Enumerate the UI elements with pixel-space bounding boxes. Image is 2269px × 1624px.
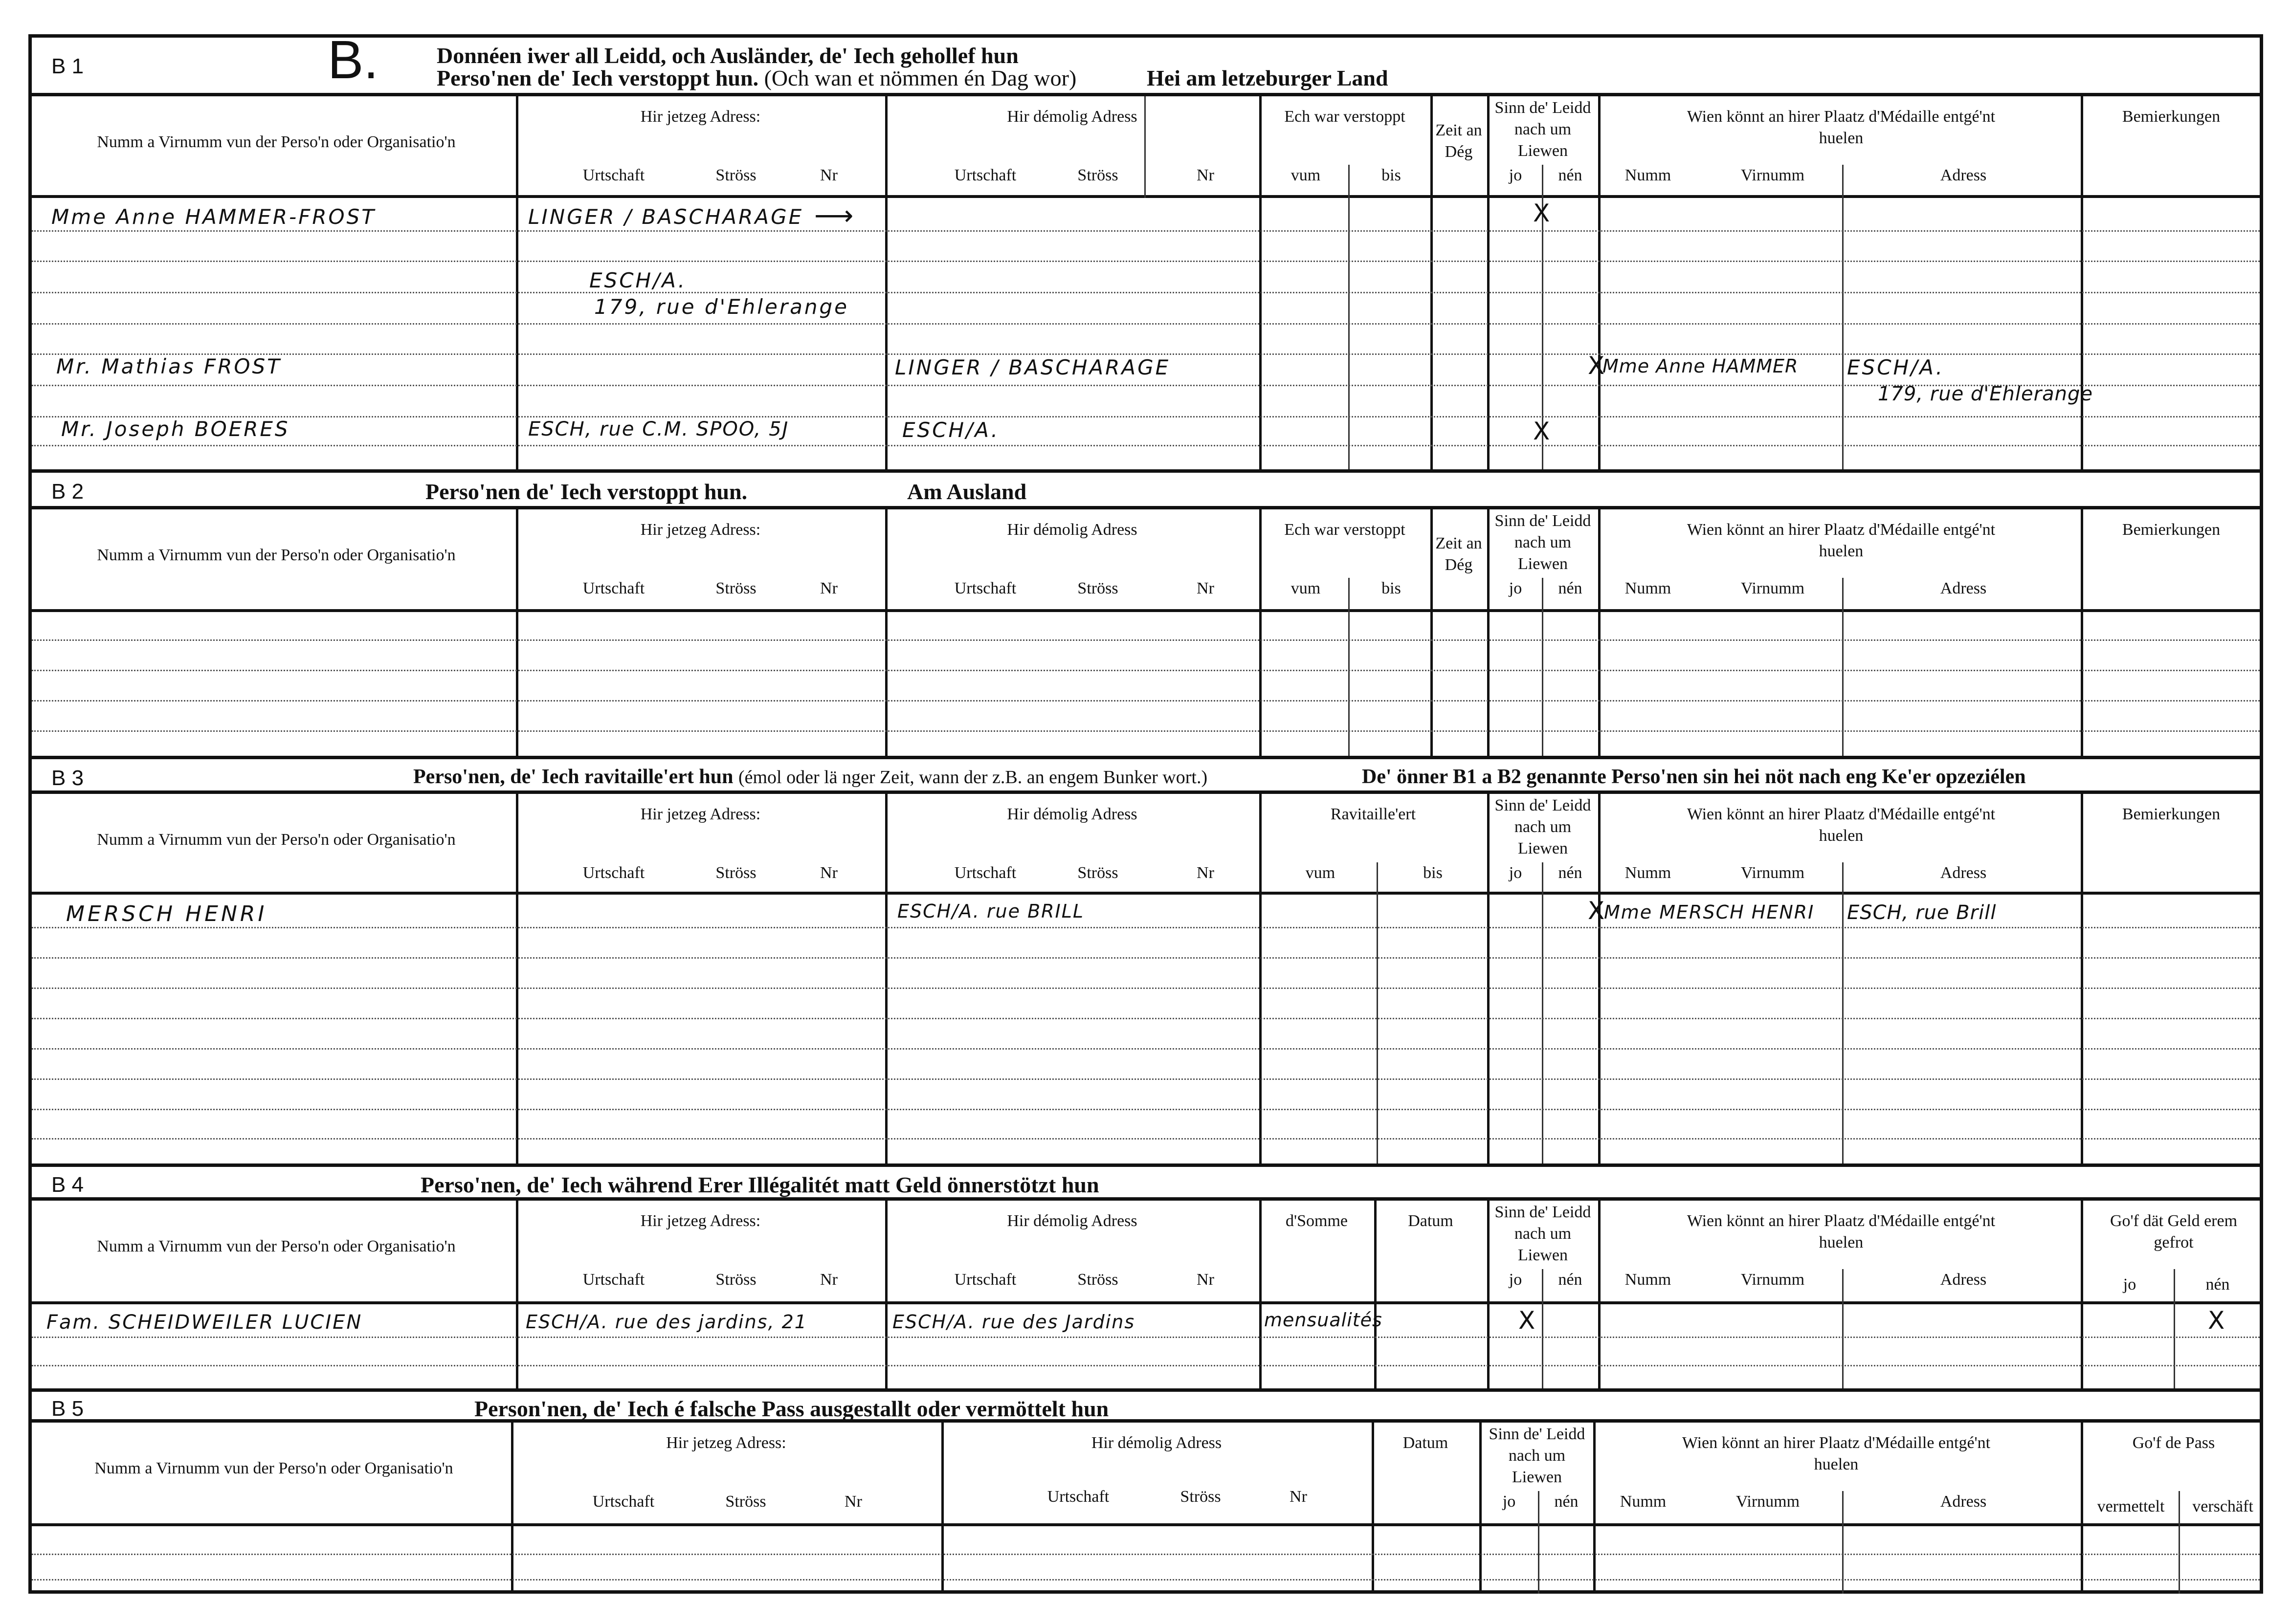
col-medal-address: Adress bbox=[1940, 579, 1987, 597]
col-alive: Sinn de' Leidd nach um Liewen bbox=[1494, 796, 1591, 857]
col-no: nén bbox=[1554, 1492, 1579, 1511]
col-medal: Wien könnt an hirer Plaatz d'Médaille entgé'nt huelen bbox=[1687, 805, 1996, 845]
section-title: Perso'nen, de' Iech ravitaille'ert hun (émol oder lä nger Zeit, wann der z.B. an engem Bunker wort.) bbox=[413, 766, 1208, 788]
col-street: Ströss bbox=[1077, 579, 1118, 597]
col-to: bis bbox=[1381, 579, 1401, 597]
section-code: B 2 bbox=[51, 480, 84, 504]
col-name: Numm a Virnumm vun der Perso'n oder Organisatio'n bbox=[97, 1237, 456, 1255]
medal-recipient-name: Mme Anne HAMMER bbox=[1602, 355, 1799, 377]
col-locality: Urtschaft bbox=[582, 166, 645, 184]
alive-yes-mark: X bbox=[1533, 417, 1550, 445]
section-b3-header bbox=[32, 756, 2260, 794]
col-name: Numm a Virnumm vun der Perso'n oder Organisatio'n bbox=[97, 831, 456, 849]
entry-current-address-line2: ESCH/A. bbox=[589, 268, 687, 292]
col-gifted: verschäft bbox=[2192, 1497, 2253, 1515]
section-title-line2: Perso'nen de' Iech verstoppt hun. (Och wan et nömmen én Dag wor) bbox=[437, 66, 1077, 90]
col-time-per-day: Zeit an Dég bbox=[1435, 121, 1482, 161]
col-current-address: Hir jetzeg Adress: bbox=[640, 521, 761, 539]
col-former-address: Hir démolig Adress bbox=[1007, 805, 1137, 823]
col-locality: Urtschaft bbox=[582, 864, 645, 882]
col-yes: jo bbox=[1502, 1492, 1516, 1511]
entry-former-address: ESCH/A. rue des Jardins bbox=[892, 1311, 1135, 1333]
col-medal-address: Adress bbox=[1940, 166, 1987, 184]
col-hidden: Ech war verstoppt bbox=[1284, 108, 1405, 126]
col-locality: Urtschaft bbox=[954, 1271, 1017, 1289]
section-title-right: Hei am letzeburger Land bbox=[1147, 66, 1388, 90]
col-no: nén bbox=[1558, 579, 1582, 597]
section-b1-header bbox=[32, 30, 2260, 96]
col-yes: jo bbox=[1509, 1271, 1522, 1289]
medal-recipient-address-line2: 179, rue d'Ehlerange bbox=[1878, 383, 2093, 405]
col-number: Nr bbox=[820, 579, 838, 597]
col-medal-name: Numm bbox=[1620, 1492, 1667, 1511]
arrow-icon: ⟶ bbox=[814, 200, 854, 232]
refund-no-mark: X bbox=[2208, 1306, 2225, 1335]
col-medal-given-name: Virnumm bbox=[1740, 579, 1805, 597]
col-medal: Wien könnt an hirer Plaatz d'Médaille entgé'nt huelen bbox=[1687, 108, 1996, 147]
table-header bbox=[32, 1201, 2260, 1304]
col-medal: Wien könnt an hirer Plaatz d'Médaille entgé'nt huelen bbox=[1682, 1434, 1991, 1473]
col-date: Datum bbox=[1402, 1434, 1448, 1452]
col-to: bis bbox=[1423, 864, 1443, 882]
table-header bbox=[32, 1423, 2260, 1526]
col-number: Nr bbox=[845, 1492, 862, 1511]
alive-yes-mark: X bbox=[1533, 199, 1550, 227]
col-alive: Sinn de' Leidd nach um Liewen bbox=[1494, 1203, 1591, 1264]
section-title: Perso'nen de' Iech verstoppt hun. bbox=[425, 479, 748, 504]
col-yes: jo bbox=[2123, 1275, 2136, 1294]
col-number: Nr bbox=[1290, 1488, 1307, 1506]
col-no: nén bbox=[2205, 1275, 2230, 1294]
col-number: Nr bbox=[820, 1271, 838, 1289]
col-street: Ströss bbox=[715, 1271, 756, 1289]
col-remarks: Bemierkungen bbox=[2122, 805, 2221, 823]
section-title-right: Am Ausland bbox=[907, 479, 1027, 504]
col-street: Ströss bbox=[1077, 166, 1118, 184]
col-medal-address: Adress bbox=[1940, 1271, 1987, 1289]
col-to: bis bbox=[1381, 166, 1401, 184]
table-body bbox=[32, 895, 2260, 1163]
entry-current-address: ESCH, rue C.M. SPOO, 5J bbox=[528, 418, 789, 440]
table-header bbox=[32, 509, 2260, 612]
col-yes: jo bbox=[1509, 166, 1522, 184]
entry-current-address-line3: 179, rue d'Ehlerange bbox=[594, 295, 849, 319]
col-locality: Urtschaft bbox=[954, 579, 1017, 597]
col-medal-name: Numm bbox=[1624, 166, 1671, 184]
medal-recipient-address: ESCH/A. bbox=[1847, 355, 1945, 379]
col-arranged: vermettelt bbox=[2097, 1497, 2165, 1515]
entry-name: MERSCH HENRI bbox=[66, 901, 267, 926]
section-b2-header bbox=[32, 469, 2260, 509]
col-former-address: Hir démolig Adress bbox=[1007, 521, 1137, 539]
section-b5-header bbox=[32, 1388, 2260, 1423]
col-number: Nr bbox=[1197, 1271, 1214, 1289]
col-date: Datum bbox=[1408, 1212, 1453, 1230]
col-from: vum bbox=[1290, 166, 1321, 184]
col-medal-name: Numm bbox=[1624, 579, 1671, 597]
col-time-per-day: Zeit an Dég bbox=[1435, 534, 1482, 574]
entry-name: Mr. Joseph BOERES bbox=[61, 417, 290, 441]
col-medal-given-name: Virnumm bbox=[1740, 1271, 1805, 1289]
col-from: vum bbox=[1290, 579, 1321, 597]
col-money-given: Go'f dät Geld erem gefrot bbox=[2110, 1212, 2238, 1251]
col-locality: Urtschaft bbox=[1047, 1488, 1110, 1506]
col-medal-address: Adress bbox=[1940, 864, 1987, 882]
col-medal-address: Adress bbox=[1940, 1492, 1987, 1511]
entry-current-address: LINGER / BASCHARAGE bbox=[528, 205, 804, 229]
col-locality: Urtschaft bbox=[582, 1271, 645, 1289]
col-medal-given-name: Virnumm bbox=[1740, 864, 1805, 882]
col-remarks: Bemierkungen bbox=[2122, 108, 2221, 126]
col-former-address: Hir démolig Adress bbox=[1007, 108, 1137, 126]
section-title-line1: Donnéen iwer all Leidd, och Ausländer, de' Iech gehollef hun bbox=[437, 43, 1019, 68]
col-number: Nr bbox=[820, 166, 838, 184]
col-locality: Urtschaft bbox=[592, 1492, 655, 1511]
table-body bbox=[32, 198, 2260, 469]
entry-name: Mme Anne HAMMER-FROST bbox=[51, 205, 376, 229]
form-sheet bbox=[28, 30, 2263, 1594]
col-supplied: Ravitaille'ert bbox=[1330, 805, 1416, 823]
col-yes: jo bbox=[1509, 864, 1522, 882]
col-yes: jo bbox=[1509, 579, 1522, 597]
entry-name: Mr. Mathias FROST bbox=[56, 354, 282, 378]
col-street: Ströss bbox=[1077, 864, 1118, 882]
section-code: B 3 bbox=[51, 766, 84, 790]
alive-yes-mark: X bbox=[1518, 1306, 1535, 1335]
col-former-address: Hir démolig Adress bbox=[1091, 1434, 1222, 1452]
col-street: Ströss bbox=[715, 864, 756, 882]
alive-no-mark: X bbox=[1588, 897, 1605, 925]
section-title: Person'nen, de' Iech é falsche Pass ausgestallt oder vermöttelt hun bbox=[474, 1396, 1109, 1421]
col-number: Nr bbox=[1197, 579, 1214, 597]
col-current-address: Hir jetzeg Adress: bbox=[640, 108, 761, 126]
col-medal: Wien könnt an hirer Plaatz d'Médaille entgé'nt huelen bbox=[1687, 521, 1996, 560]
col-name: Numm a Virnumm vun der Perso'n oder Organisatio'n bbox=[97, 133, 456, 151]
col-pass-given: Go'f de Pass bbox=[2132, 1434, 2215, 1452]
section-b1 bbox=[32, 30, 2260, 469]
table-body bbox=[32, 1304, 2260, 1388]
alive-no-mark: X bbox=[1588, 351, 1605, 380]
col-name: Numm a Virnumm vun der Perso'n oder Organisatio'n bbox=[94, 1459, 453, 1477]
form-letter: B. bbox=[328, 30, 378, 90]
col-alive: Sinn de' Leidd nach um Liewen bbox=[1494, 99, 1591, 160]
entry-former-address: LINGER / BASCHARAGE bbox=[895, 355, 1171, 379]
col-former-address: Hir démolig Adress bbox=[1007, 1212, 1137, 1230]
col-locality: Urtschaft bbox=[954, 166, 1017, 184]
col-number: Nr bbox=[1197, 166, 1214, 184]
section-code: B 5 bbox=[51, 1397, 84, 1421]
col-current-address: Hir jetzeg Adress: bbox=[640, 1212, 761, 1230]
section-b4-header bbox=[32, 1163, 2260, 1201]
col-name: Numm a Virnumm vun der Perso'n oder Organisatio'n bbox=[97, 546, 456, 564]
col-current-address: Hir jetzeg Adress: bbox=[666, 1434, 786, 1452]
col-hidden: Ech war verstoppt bbox=[1284, 521, 1405, 539]
col-no: nén bbox=[1558, 864, 1582, 882]
col-remarks: Bemierkungen bbox=[2122, 521, 2221, 539]
table-body bbox=[32, 612, 2260, 756]
section-title-right: De' önner B1 a B2 genannte Perso'nen sin hei nöt nach eng Ke'er opzeziélen bbox=[1362, 766, 2026, 788]
section-code: B 1 bbox=[51, 54, 84, 78]
col-medal-name: Numm bbox=[1624, 1271, 1671, 1289]
entry-name: Fam. SCHEIDWEILER LUCIEN bbox=[46, 1311, 363, 1334]
table-header bbox=[32, 96, 2260, 198]
entry-current-address: ESCH/A. rue des jardins, 21 bbox=[526, 1311, 807, 1333]
col-street: Ströss bbox=[715, 166, 756, 184]
table-header bbox=[32, 794, 2260, 895]
col-medal: Wien könnt an hirer Plaatz d'Médaille entgé'nt huelen bbox=[1687, 1212, 1996, 1251]
entry-former-address: ESCH/A. bbox=[902, 418, 1000, 442]
section-b4 bbox=[32, 1163, 2260, 1388]
section-b2 bbox=[32, 469, 2260, 756]
table-body bbox=[32, 1526, 2260, 1594]
col-street: Ströss bbox=[725, 1492, 766, 1511]
col-locality: Urtschaft bbox=[954, 864, 1017, 882]
entry-sum: mensualités bbox=[1264, 1309, 1382, 1331]
entry-former-address: ESCH/A. rue BRILL bbox=[897, 900, 1085, 922]
section-code: B 4 bbox=[51, 1173, 84, 1197]
col-medal-name: Numm bbox=[1624, 864, 1671, 882]
col-sum: d'Somme bbox=[1285, 1212, 1348, 1230]
col-no: nén bbox=[1558, 1271, 1582, 1289]
col-number: Nr bbox=[820, 864, 838, 882]
col-locality: Urtschaft bbox=[582, 579, 645, 597]
col-street: Ströss bbox=[1077, 1271, 1118, 1289]
medal-recipient-name: Mme MERSCH HENRI bbox=[1604, 901, 1815, 923]
section-title: Perso'nen, de' Iech während Erer Illégalitét matt Geld önnerstötzt hun bbox=[421, 1172, 1099, 1197]
medal-recipient-address: ESCH, rue Brill bbox=[1847, 901, 1997, 924]
section-b5 bbox=[32, 1388, 2260, 1594]
section-b3 bbox=[32, 756, 2260, 1163]
col-medal-given-name: Virnumm bbox=[1735, 1492, 1800, 1511]
col-current-address: Hir jetzeg Adress: bbox=[640, 805, 761, 823]
col-street: Ströss bbox=[1180, 1488, 1221, 1506]
col-from: vum bbox=[1305, 864, 1335, 882]
col-street: Ströss bbox=[715, 579, 756, 597]
col-number: Nr bbox=[1197, 864, 1214, 882]
col-no: nén bbox=[1558, 166, 1582, 184]
col-alive: Sinn de' Leidd nach um Liewen bbox=[1494, 512, 1591, 573]
col-alive: Sinn de' Leidd nach um Liewen bbox=[1489, 1425, 1585, 1486]
col-medal-given-name: Virnumm bbox=[1740, 166, 1805, 184]
